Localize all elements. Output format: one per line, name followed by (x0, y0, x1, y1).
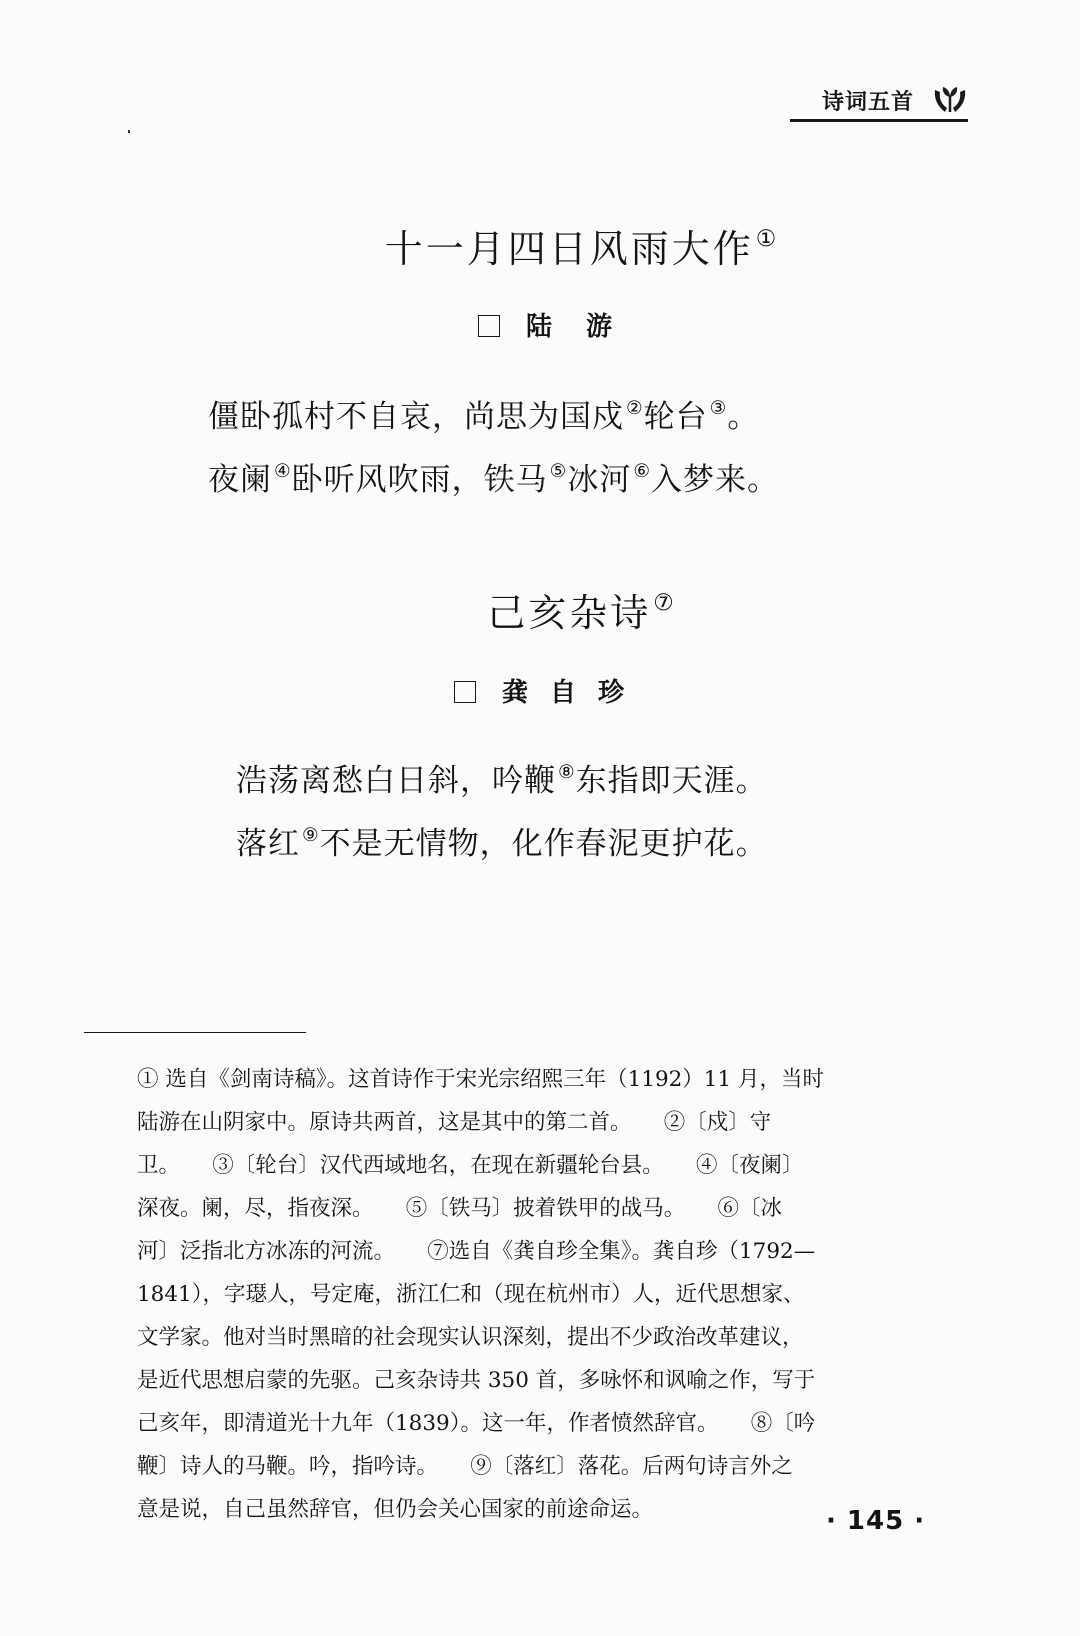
checkbox-square-icon (478, 315, 500, 337)
footnote-line: 己亥年，即清道光十九年（1839）。这一年，作者愤然辞官。 ⑧〔吟 (137, 1411, 816, 1436)
footnote-ref: ② (626, 398, 644, 419)
footnote-ref: ⑥ (633, 461, 652, 482)
poem-title (0, 218, 1080, 273)
footnote-line: 是近代思想启蒙的先驱。己亥杂诗共 350 首，多咏怀和讽喻之作，写于 (137, 1368, 816, 1393)
footnote-ref: ④ (274, 461, 292, 482)
footnote-line: 意是说，自己虽然辞官，但仍会关心国家的前途命运。 (137, 1497, 654, 1522)
poem-line (236, 748, 768, 811)
checkbox-square-icon (454, 681, 476, 703)
running-head (790, 86, 968, 122)
verse-text: 卧听风吹雨，铁马 (291, 462, 548, 499)
poem-author (0, 306, 1080, 343)
footnote-line: 陆游在山阴家中。原诗共两首，这是其中的第二首。 ②〔戍〕守 (137, 1110, 772, 1135)
poem-line (208, 384, 779, 447)
verse-text: 僵卧孤村不自哀，尚思为国戍 (208, 399, 624, 436)
poem-title (0, 582, 1080, 637)
footnote-ref: ⑦ (653, 590, 677, 617)
poem-line (208, 447, 779, 510)
footnote-ref: ① (755, 226, 780, 253)
section-title: 诗词五首 (821, 90, 914, 115)
poem-line (236, 811, 768, 874)
footnote-line: 1841），字璱人，号定庵，浙江仁和（现在杭州市）人，近代思想家、 (137, 1282, 805, 1307)
verse-text: 轮台 (643, 399, 708, 436)
verse-text: 东指即天涯。 (575, 763, 768, 800)
scan-speck (128, 130, 130, 133)
poem-author (0, 672, 1080, 709)
footnote-divider (84, 1032, 306, 1033)
verse-text: 夜阑 (208, 462, 272, 499)
footnote-ref: ⑨ (302, 825, 320, 846)
footnote-line: 鞭〕诗人的马鞭。吟，指吟诗。 ⑨〔落红〕落花。后两句诗言外之 (137, 1454, 793, 1479)
page-number: · 145 · (826, 1506, 926, 1536)
footnotes (137, 1058, 973, 1531)
footnote-ref: ③ (709, 398, 728, 419)
footnote-line: 文学家。他对当时黑暗的社会现实认识深刻，提出不少政治改革建议， (137, 1325, 804, 1350)
verse-text: 落红 (236, 826, 300, 863)
poem-title-text: 十一月四日风雨大作 (384, 227, 754, 271)
verse-text: 浩荡离愁白日斜，吟鞭 (236, 763, 556, 800)
footnote-ref: ⑧ (558, 762, 576, 783)
footnote-line: 卫。 ③〔轮台〕汉代西域地名，在现在新疆轮台县。 ④〔夜阑〕 (137, 1153, 804, 1178)
footnote-line: ① 选自《剑南诗稿》。这首诗作于宋光宗绍熙三年（1192）11 月，当时 (137, 1067, 824, 1092)
footnote-line: 深夜。阑，尽，指夜深。 ⑤〔铁马〕披着铁甲的战马。 ⑥〔冰 (137, 1196, 783, 1221)
verse-text: 不是无情物，化作春泥更护花。 (319, 826, 768, 863)
verse-text: 。 (727, 399, 760, 436)
verse-text: 入梦来。 (651, 462, 780, 499)
author-name: 陆游 (525, 312, 646, 342)
poem-body (236, 748, 768, 874)
poem-title-text: 己亥杂诗 (487, 591, 652, 635)
verse-text: 冰河 (567, 462, 632, 499)
poem-body (208, 384, 779, 510)
footnote-line: 河〕泛指北方冰冻的河流。 ⑦选自《龚自珍全集》。龚自珍（1792— (137, 1239, 816, 1264)
hands-holding-sprout-icon (932, 84, 968, 116)
author-name: 龚自珍 (501, 678, 646, 708)
footnote-ref: ⑤ (549, 461, 568, 482)
